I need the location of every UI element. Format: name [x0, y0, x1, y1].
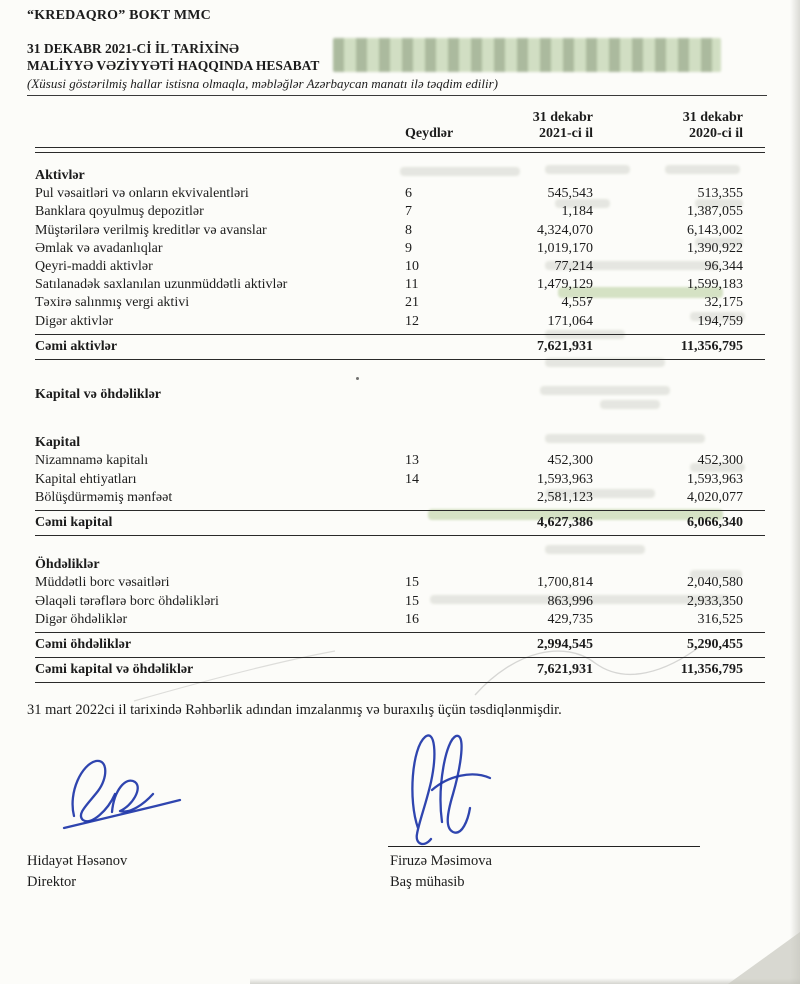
row-value-2020: 513,355	[697, 186, 743, 202]
row-note: 10	[405, 259, 419, 275]
table-row	[35, 203, 765, 221]
row-label: Təxirə salınmış vergi aktivi	[35, 295, 190, 311]
row-value-2021: 1,019,170	[537, 240, 593, 256]
row-value-2020: 1,593,963	[687, 471, 743, 487]
signatory-right	[390, 851, 492, 893]
row-value-2020: 32,175	[704, 295, 743, 311]
section-label: Kapital və öhdəliklər	[35, 387, 161, 403]
total-row	[35, 510, 765, 536]
report-title-line2: MALİYYƏ VƏZİYYƏTİ HAQQINDA HESABAT	[27, 58, 320, 73]
row-note: 8	[405, 222, 412, 238]
table-header-2020	[638, 110, 743, 142]
row-note: 12	[405, 313, 419, 329]
section-label: Kapital	[35, 435, 81, 451]
row-note: 14	[405, 471, 419, 487]
row-label: Kapital ehtiyatları	[35, 471, 137, 487]
approval-statement: 31 mart 2022ci il tarixində Rəhbərlik adından imzalanmış və buraxılış üçün təsdiqlənmişdir.	[27, 702, 562, 718]
section-label: Aktivlər	[35, 168, 85, 183]
row-value-2020: 11,356,795	[680, 338, 743, 354]
row-value-2020: 4,020,077	[687, 489, 743, 505]
row-label: Qeyri-maddi aktivlər	[35, 259, 153, 275]
table-row	[35, 222, 765, 240]
row-label: Satılanadək saxlanılan uzunmüddətli aktivlər	[35, 277, 288, 293]
scan-edge-bottom	[250, 978, 800, 984]
row-value-2021: 2,994,545	[537, 637, 593, 653]
signatory-title: Baş mühasib	[390, 874, 465, 890]
row-label: Cəmi öhdəliklər	[35, 637, 132, 653]
section-header-row	[35, 434, 765, 452]
row-label: Cəmi aktivlər	[35, 338, 118, 354]
row-value-2021: 2,581,123	[537, 489, 593, 505]
row-value-2021: 7,621,931	[537, 662, 593, 678]
row-value-2020: 2,933,350	[687, 593, 743, 609]
row-value-2021: 452,300	[547, 453, 593, 469]
table-header-rule	[35, 152, 765, 153]
row-value-2020: 6,143,002	[687, 222, 743, 238]
table-header-2021-line1: 31 dekabr	[532, 110, 593, 125]
table-header-notes: Qeydlər	[405, 126, 454, 141]
row-label: Digər öhdəliklər	[35, 611, 128, 627]
row-value-2021: 77,214	[554, 259, 593, 275]
row-value-2020: 452,300	[697, 453, 743, 469]
row-value-2020: 2,040,580	[687, 575, 743, 591]
section-label: Öhdəliklər	[35, 557, 100, 573]
table-header-row	[35, 110, 765, 148]
row-label: Cəmi kapital	[35, 515, 113, 531]
signature-right-ink	[388, 720, 508, 857]
row-note: 11	[405, 277, 419, 293]
scan-edge-right	[790, 0, 800, 984]
row-value-2020: 316,525	[697, 611, 743, 627]
bleed-through-highlight-band	[333, 38, 721, 72]
report-subtitle: (Xüsusi göstərilmiş hallar istisna olmaqla, məbləğlər Azərbaycan manatı ilə təqdim edilir)	[27, 76, 498, 91]
table-header-2021	[488, 110, 593, 142]
row-value-2021: 1,593,963	[537, 471, 593, 487]
table-row	[35, 593, 765, 611]
signature-line	[388, 846, 700, 847]
section-header-row	[35, 556, 765, 574]
row-label: Müddətli borc vəsaitləri	[35, 575, 170, 591]
row-label: Digər aktivlər	[35, 313, 114, 329]
total-row	[35, 632, 765, 658]
table-row	[35, 185, 765, 203]
section-header-row	[35, 167, 765, 185]
table-row	[35, 489, 765, 507]
row-note: 15	[405, 593, 419, 609]
row-value-2020: 194,759	[697, 313, 743, 329]
grand-total-row	[35, 658, 765, 683]
signatory-name: Firuzə Məsimova	[390, 853, 492, 869]
signatory-title: Direktor	[27, 874, 77, 890]
row-note: 9	[405, 240, 412, 256]
row-value-2021: 1,184	[561, 204, 593, 220]
row-value-2020: 1,387,055	[687, 204, 743, 220]
row-value-2021: 863,996	[547, 593, 593, 609]
row-value-2021: 429,735	[547, 611, 593, 627]
signatory-name: Hidayət Həsənov	[27, 853, 128, 869]
row-label: Cəmi kapital və öhdəliklər	[35, 662, 194, 678]
report-title-line1: 31 DEKABR 2021-Cİ İL TARİXİNƏ	[27, 41, 240, 56]
signatory-left	[27, 851, 127, 893]
signature-left-ink	[58, 752, 188, 849]
row-note: 7	[405, 204, 412, 220]
row-label: Pul vəsaitləri və onların ekvivalentləri	[35, 186, 249, 202]
total-row	[35, 334, 765, 360]
table-row	[35, 611, 765, 629]
row-value-2021: 1,479,129	[537, 277, 593, 293]
table-header-2020-line2: 2020-ci il	[688, 126, 743, 141]
row-value-2021: 171,064	[547, 313, 593, 329]
report-title	[27, 40, 319, 74]
row-note: 21	[405, 295, 419, 311]
row-note: 16	[405, 611, 419, 627]
header-rule	[27, 95, 767, 96]
row-label: Nizamnamə kapitalı	[35, 453, 149, 469]
row-value-2020: 1,390,922	[687, 240, 743, 256]
balance-sheet-table	[35, 110, 765, 683]
row-label: Əlaqəli tərəflərə borc öhdəlikləri	[35, 593, 219, 609]
row-value-2021: 4,627,386	[537, 515, 593, 531]
row-value-2020: 96,344	[704, 259, 743, 275]
table-row	[35, 452, 765, 470]
row-value-2020: 5,290,455	[687, 637, 743, 653]
company-name: “KREDAQRO” BOKT MMC	[27, 8, 211, 23]
table-row	[35, 276, 765, 294]
row-value-2020: 6,066,340	[687, 515, 743, 531]
row-label: Bölüşdürməmiş mənfəət	[35, 489, 173, 505]
table-row	[35, 471, 765, 489]
table-row	[35, 240, 765, 258]
row-label: Müştərilərə verilmiş kreditlər və avanslar	[35, 222, 267, 238]
row-value-2021: 1,700,814	[537, 575, 593, 591]
table-header-2021-line2: 2021-ci il	[538, 126, 593, 141]
table-row	[35, 313, 765, 331]
table-row	[35, 574, 765, 592]
table-row	[35, 258, 765, 276]
row-value-2021: 4,324,070	[537, 222, 593, 238]
row-note: 15	[405, 575, 419, 591]
section-header-row	[35, 386, 765, 404]
row-value-2021: 7,621,931	[537, 338, 593, 354]
row-label: Əmlak və avadanlıqlar	[35, 240, 163, 256]
row-label: Banklara qoyulmuş depozitlər	[35, 204, 204, 220]
row-value-2020: 1,599,183	[687, 277, 743, 293]
row-note: 6	[405, 186, 412, 202]
row-value-2021: 4,557	[561, 295, 593, 311]
row-value-2021: 545,543	[547, 186, 593, 202]
table-row	[35, 294, 765, 312]
row-note: 13	[405, 453, 419, 469]
row-value-2020: 11,356,795	[680, 662, 743, 678]
table-header-2020-line1: 31 dekabr	[682, 110, 743, 125]
